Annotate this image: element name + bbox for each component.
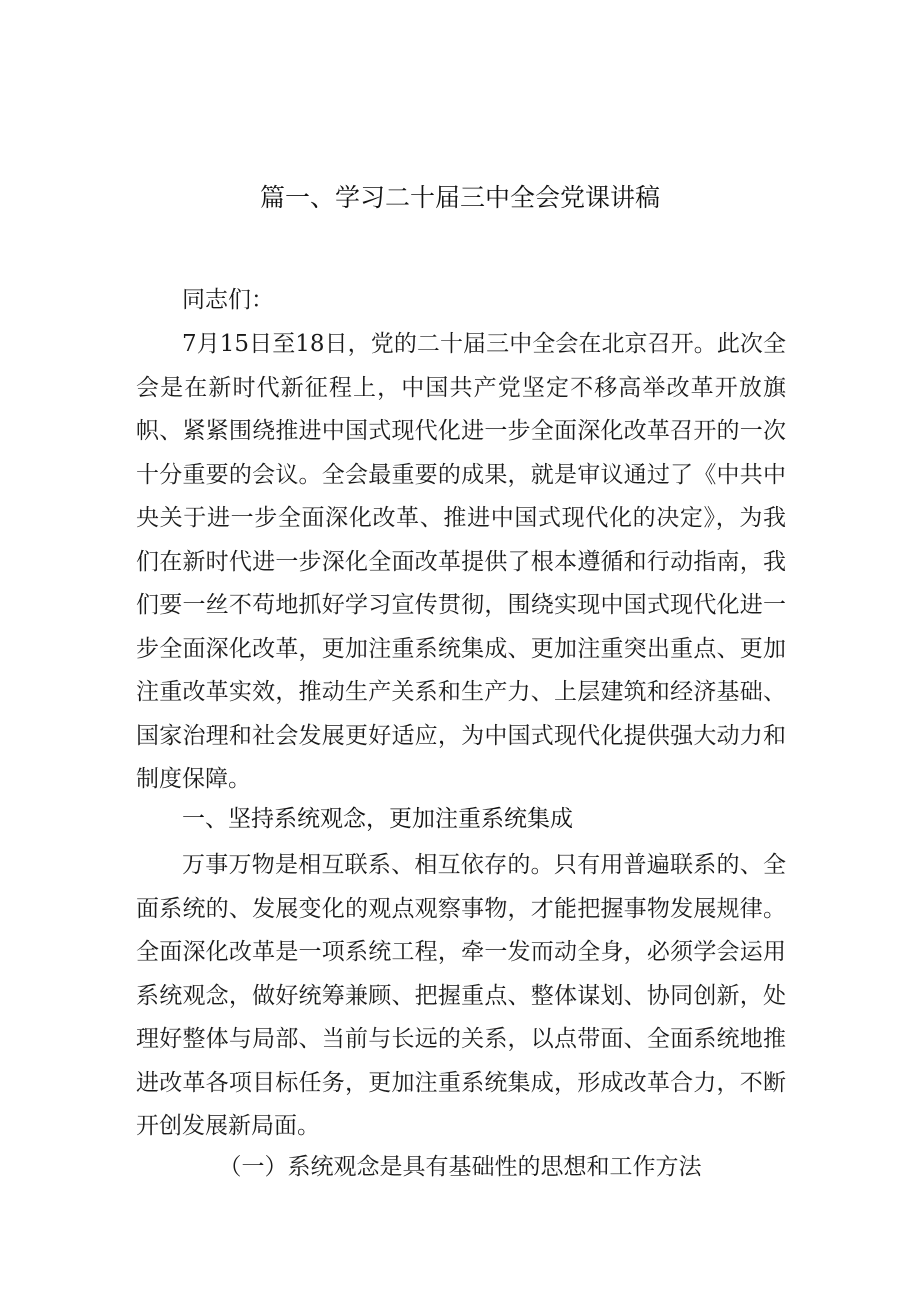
section-heading-1: 一、坚持系统观念，更加注重系统集成 [182, 806, 573, 832]
paragraph-section-1: 万事万物是相互联系、相互依存的。只有用普遍联系的、全面系统的、发展变化的观点观察事物，才能把握事物发展规律。全面深化改革是一项系统工程，牵一发而动全身，必须学会运用系统观念，做好统筹兼顾、把握重点、整体谋划、协同创新，处理好整体与局部、当前与长远的关系，以点带面、全面系统地推进改革各项目标任务，更加注重系统集成，形成改革合力，不断开创发展新局面。 [136, 852, 786, 1139]
salutation: 同志们： [182, 287, 274, 313]
document-title: 篇一、学习二十届三中全会党课讲稿 [259, 183, 660, 212]
paragraph-intro: 7月15日至18日，党的二十届三中全会在北京召开。此次全会是在新时代新征程上，中国共产党坚定不移高举改革开放旗帜、紧紧围绕推进中国式现代化进一步全面深化改革召开的一次十分重要的会议。全会最重要的成果，就是审议通过了《中共中央关于进一步全面深化改革、推进中国式现代化的决定》，为我们在新时代进一步深化全面改革提供了根本遵循和行动指南，我们要一丝不苟地抓好学习宣传贯彻，围绕实现中国式现代化进一步全面深化改革，更加注重系统集成、更加注重突出重点、更加注重改革实效，推动生产关系和生产力、上层建筑和经济基础、国家治理和社会发展更好适应，为中国式现代化提供强大动力和制度保障。 [136, 331, 786, 792]
subsection-heading-1: （一）系统观念是具有基础性的思想和工作方法 [218, 1154, 702, 1180]
